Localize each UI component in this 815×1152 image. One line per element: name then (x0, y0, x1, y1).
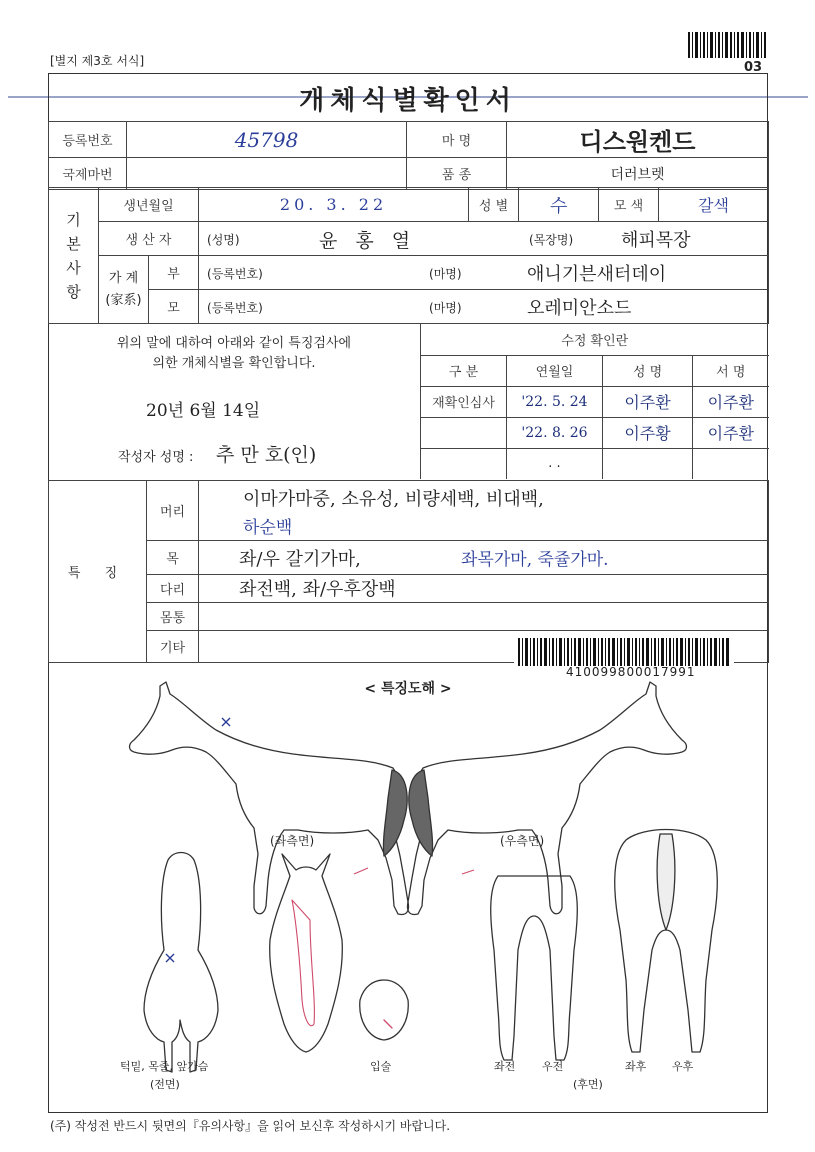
lip-label: 입술 (370, 1060, 392, 1073)
barcode-sticker (514, 636, 734, 682)
right-horse-tail (409, 770, 433, 856)
birth-label: 생년월일 (99, 188, 199, 222)
front-chest-outline (144, 853, 218, 1073)
left-leg-mark (354, 868, 368, 874)
breeder-name-value: 윤 홍 열 (319, 230, 417, 252)
revision-title: 수정 확인란 (421, 324, 769, 355)
basic-table (48, 187, 769, 324)
basic-section-label (49, 188, 99, 324)
rev-row2-type (421, 417, 507, 448)
left-hind-label: 좌후 (625, 1060, 647, 1073)
head-value-2: 하순백 (243, 518, 293, 538)
barcode-number: 410099800017991 (566, 665, 696, 679)
barcode-bars (518, 638, 730, 666)
top-barcode (688, 32, 766, 58)
reg-no-label: 등록번호 (49, 122, 127, 158)
horse-name-value: 디스원켄드 (507, 122, 769, 158)
color-value: 갈색 (659, 188, 769, 222)
statement-line-2: 의한 개체식별을 확인합니다. (152, 356, 316, 371)
right-front-label: 우전 (542, 1060, 564, 1073)
hind-tail (657, 834, 675, 930)
breed-label: 품 종 (407, 158, 507, 190)
neck-value-b: 좌목가마, 죽쥴가마. (461, 550, 609, 570)
dam-regno-label: (등록번호) (207, 301, 263, 315)
left-side-label: (좌측면) (270, 834, 315, 848)
front-label: (전면) (150, 1078, 180, 1091)
right-leg-mark (462, 870, 474, 874)
pedigree-hanja: (家系) (105, 292, 142, 308)
revision-table (420, 324, 769, 479)
rear-label: (후면) (573, 1078, 603, 1091)
registration-table (48, 121, 769, 190)
horse-name-label: 마 명 (407, 122, 507, 158)
rev-row3-date: . . (507, 448, 603, 479)
left-horse-mark (222, 718, 230, 726)
head-blaze (292, 900, 314, 1026)
birth-value: 20. 3. 22 (199, 188, 469, 222)
sire-regno-label: (등록번호) (207, 267, 263, 281)
basic-label-text: 기본사항 (66, 210, 81, 301)
breed-value: 더러브렛 (507, 158, 769, 190)
rev-col-name: 성 명 (603, 355, 693, 386)
writer-label: 작성자 성명 : (118, 450, 194, 465)
body-label: 몸통 (147, 603, 199, 631)
sire-cell (199, 256, 769, 290)
writer-value: 추 만 호(인) (216, 444, 317, 466)
right-hind-label: 우후 (672, 1060, 694, 1073)
neck-value-a: 좌/우 갈기가마, (239, 549, 361, 570)
intl-no-label: 국제마번 (49, 158, 127, 190)
sire-name-label: (마명) (429, 267, 462, 281)
head-label: 머리 (147, 481, 199, 541)
leg-label: 다리 (147, 575, 199, 603)
confirm-date: 20년 6월 14일 (146, 401, 261, 421)
rev-row3-sign (693, 448, 769, 479)
rev-row1-type: 재확인심사 (421, 386, 507, 417)
body-cell (199, 603, 769, 631)
farm-value: 해피목장 (621, 230, 691, 251)
features-label: 특 징 (49, 481, 147, 663)
rev-col-sign: 서 명 (693, 355, 769, 386)
dam-name-label: (마명) (429, 301, 462, 315)
head-front-outline (270, 854, 343, 1052)
rev-row2-name: 이주황 (603, 417, 693, 448)
lip-outline (360, 980, 409, 1040)
rev-row2-date: '22. 8. 26 (507, 417, 603, 448)
dam-cell (199, 290, 769, 324)
confirm-statement (48, 334, 420, 374)
diagram-drawing (48, 680, 768, 1110)
chest-mark (166, 954, 174, 962)
leg-value: 좌전백, 좌/우후장백 (239, 579, 396, 600)
breeder-cell (199, 222, 769, 256)
reg-no-value: 45798 (127, 122, 407, 158)
rev-row3-name (603, 448, 693, 479)
lip-mark (384, 1020, 392, 1028)
farm-label: (목장명) (529, 233, 574, 247)
rev-row1-sign: 이주환 (693, 386, 769, 417)
sex-label: 성 별 (469, 188, 519, 222)
front-caption: 턱밑, 목줄, 앞가슴 (120, 1060, 209, 1073)
neck-label: 목 (147, 541, 199, 575)
color-label: 모 색 (599, 188, 659, 222)
leg-cell (199, 575, 769, 603)
rev-col-date: 연월일 (507, 355, 603, 386)
rev-row2-sign: 이주환 (693, 417, 769, 448)
front-legs-outline (491, 876, 578, 1060)
confirm-block (48, 323, 768, 481)
intl-no-value (127, 158, 407, 190)
rev-row3-type (421, 448, 507, 479)
breeder-label: 생 산 자 (99, 222, 199, 256)
head-value-1: 이마가마중, 소유성, 비량세백, 비대백, (243, 489, 544, 510)
neck-cell (199, 541, 769, 575)
pedigree-cell (99, 256, 149, 324)
rev-row1-date: '22. 5. 24 (507, 386, 603, 417)
right-side-label: (우측면) (500, 834, 545, 848)
page-code: 03 (744, 60, 763, 75)
left-front-label: 좌전 (494, 1060, 516, 1073)
diagram-title: < 특징도해 > (364, 681, 452, 697)
left-horse-outline (130, 682, 409, 915)
dam-label: 모 (149, 290, 199, 324)
dam-value: 오레미안소드 (527, 298, 632, 319)
right-horse-outline (407, 682, 686, 915)
sex-value: 수 (519, 188, 599, 222)
breeder-name-label: (성명) (207, 233, 240, 247)
sire-value: 애니기븐새터데이 (527, 264, 667, 285)
footer-note: (주) 작성전 반드시 뒷면의『유의사항』을 읽어 보신후 작성하시기 바랍니다. (50, 1119, 451, 1133)
rev-row1-name: 이주환 (603, 386, 693, 417)
statement-line-1: 위의 말에 대하여 아래와 같이 특징검사에 (116, 336, 352, 351)
sire-label: 부 (149, 256, 199, 290)
page-title: 개체식별확인서 (299, 86, 517, 116)
left-horse-tail (383, 770, 407, 856)
form-tag: [별지 제3호 서식] (50, 54, 145, 68)
pedigree-label: 가 계 (108, 270, 139, 286)
rev-col-type: 구 분 (421, 355, 507, 386)
head-cell (199, 481, 769, 541)
other-label: 기타 (147, 631, 199, 663)
